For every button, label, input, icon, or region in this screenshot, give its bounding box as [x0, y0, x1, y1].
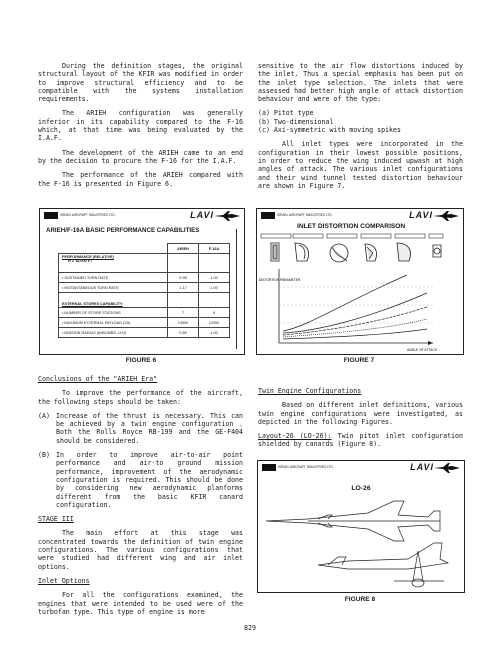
list-item	[38, 412, 243, 445]
binding-edge	[236, 229, 240, 349]
paragraph	[258, 432, 463, 449]
x-axis-label: ANGLE OF ATTACK	[407, 348, 437, 352]
figure-6-caption: FIGURE 6	[125, 357, 157, 364]
table-section-heading: PERFORMANCE (RELATIVE)	[62, 255, 114, 259]
figure-title: LO-26	[351, 485, 371, 492]
paragraph: All inlet types were incorporated in the configuration in their lowest possible positions, in order to reduce the wing induced upwash at high angles of attack. The various inlet configurations and their wind tunnel tested distortion behaviour are shown in Figure 7.	[258, 140, 463, 190]
left-column-top	[38, 62, 243, 194]
figure-title: ARIEH/F-16A BASIC PERFORMANCE CAPABILITIES	[46, 227, 200, 234]
aircraft-views-diagram	[258, 493, 464, 592]
paragraph: The main effort at this stage was concentrated towards the definition of twin engine configurations. The various configurations that were studied had different wing and air inlet options.	[38, 529, 243, 571]
table-row: • NUMBER OF STORE STATIONS 7 9	[59, 308, 230, 318]
iai-logo-icon	[261, 212, 275, 219]
section-heading: Twin Engine Configurations	[258, 387, 362, 395]
lavi-logo: LAVI	[410, 462, 434, 472]
figure-title: INLET DISTORTION COMPARISON	[297, 223, 406, 230]
section-heading: STAGE III	[38, 515, 74, 524]
column-header: F-16A	[199, 244, 230, 254]
section-heading: Inlet Options	[38, 576, 90, 585]
figure-header	[40, 209, 244, 223]
list-item: (a) Pitot type	[258, 109, 314, 118]
company-name: ISRAEL AIRCRAFT INDUSTRIES LTD.	[278, 465, 334, 469]
layout-text: Twin pitot inlet configuration shielded by canards (Figure 8).	[258, 432, 463, 449]
table-row: • MAXIMUM EXTERNAL PAYLOAD (LB) 14900 12000	[59, 318, 230, 328]
paragraph: The ARIEH configuration was generally inferior in its capability compared to the F-16 which, at that time was being evaluated by the I.A.F.	[38, 109, 243, 143]
list-text: Increase of the thrust is necessary. This can be achieved by a twin engine configuration . Both the Rolls Royce RB-199 and the GE-F404 should be considered.	[56, 411, 243, 445]
paragraph: During the definition stages, the original structural layout of the KFIR was modified in order to improve structural efficiency and to be compatible with the systems installation requirements.	[38, 62, 243, 104]
iai-logo-icon	[262, 464, 276, 471]
section-heading: Conclusions of the "ARIEH Era"	[38, 375, 158, 383]
paragraph: The performance of the ARIEH compared with the F-16 is presented in Figure 6.	[38, 171, 243, 188]
figure-8	[257, 460, 465, 593]
table-section-heading: EXTERNAL STORES CAPABILITY	[59, 293, 168, 308]
paragraph: Based on different inlet definitions, various twin engine configurations were investigated, as depicted in the following Figures.	[258, 401, 463, 426]
performance-table	[58, 243, 230, 338]
figure-7	[256, 208, 464, 355]
page-number: 829	[244, 624, 256, 632]
column-header: ARIEH	[168, 244, 199, 254]
table-section-subheading: H = 15,000 FT	[68, 259, 93, 263]
lavi-logo: LAVI	[409, 210, 433, 220]
list-item: (b) Two-dimensional	[258, 117, 334, 126]
iai-logo-icon	[44, 212, 58, 219]
company-name: ISRAEL AIRCRAFT INDUSTRIES LTD.	[60, 213, 116, 217]
inlet-type-list	[258, 109, 463, 134]
figure-7-caption: FIGURE 7	[343, 357, 375, 364]
table-row: • SUSTAINED TURN RATE 0.95 1.00	[59, 273, 230, 283]
figure-6	[39, 208, 245, 355]
layout-label: Layout-26 (LO-26):	[258, 432, 332, 441]
jet-silhouette-icon	[434, 463, 460, 473]
table-row: • INSTANTANEOUS TURN RATE 1.17 1.00	[59, 283, 230, 293]
list-key: (B)	[38, 451, 50, 460]
list-text: In order to improve air-to-air point performance and air-to ground mission performance, improvement of the aerodynamic configuration is required. This should be done by considering new aerodynamic planforms different from the basic KFIR canard configuration.	[56, 451, 243, 509]
paragraph: For all the configurations examined, the engines that were intended to be used were of the turbofan type. This type of engine is more	[38, 591, 243, 616]
paragraph: The development of the ARIEH came to an end by the decision to procure the F-16 for the I.A.F.	[38, 148, 243, 165]
jet-silhouette-icon	[214, 211, 240, 221]
figure-8-caption: FIGURE 8	[344, 596, 376, 603]
y-axis-label: DISTORTION PARAMETER	[259, 278, 301, 282]
company-name: ISRAEL AIRCRAFT INDUSTRIES LTD.	[277, 213, 333, 217]
table-row: • MISSION RADIUS (6xBOMBS, LLH) 0.85 1.00	[59, 328, 230, 338]
paragraph: sensitive to the air flow distortions induced by the inlet. Thus a special emphasis has been put on the inlet type selection. The inlets that were assessed had better high angle of attack distortion behaviour and were of the type:	[258, 62, 463, 104]
right-column-top	[258, 62, 463, 196]
figure-header	[258, 461, 464, 475]
right-column-bottom	[258, 387, 463, 455]
left-column-bottom	[38, 375, 243, 622]
figure-header	[257, 209, 463, 223]
lavi-logo: LAVI	[190, 210, 214, 220]
inlet-distortion-diagram	[257, 231, 463, 354]
list-item: (c) Axi-symmetric with moving spikes	[258, 126, 401, 135]
list-key: (A)	[38, 411, 50, 420]
paragraph: To improve the performance of the aircraft, the following steps should be taken:	[38, 389, 243, 406]
jet-silhouette-icon	[433, 211, 459, 221]
list-item	[38, 451, 243, 509]
